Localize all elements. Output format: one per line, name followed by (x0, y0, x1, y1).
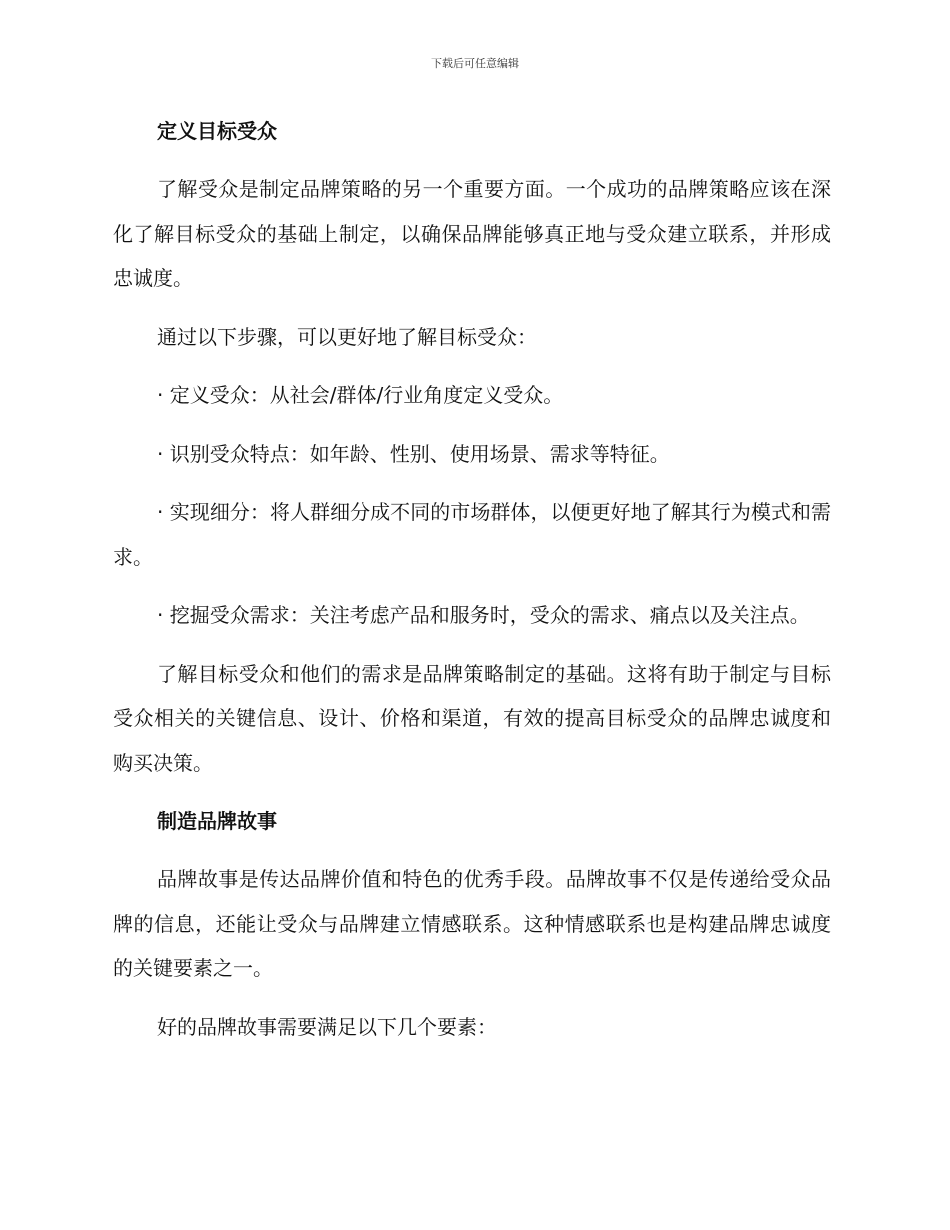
section-heading-brand-story: 制造品牌故事 (157, 809, 277, 833)
bullet-define-audience: · 定义受众：从社会/群体/行业角度定义受众。 (157, 383, 564, 407)
paragraph-brand-story-intro: 品牌故事是传达品牌价值和特色的优秀手段。品牌故事不仅是传递给受众品牌的信息，还能让受众与品牌建立情感联系。这种情感联系也是构建品牌忠诚度的关键要素之一。 (113, 867, 831, 980)
paragraph-audience-conclusion: 了解目标受众和他们的需求是品牌策略制定的基础。这将有助于制定与目标受众相关的关键信息、设计、价格和渠道，有效的提高目标受众的品牌忠诚度和购买决策。 (113, 661, 831, 775)
bullet-identify-traits: · 识别受众特点：如年龄、性别、使用场景、需求等特征。 (157, 441, 670, 466)
bullet-audience-needs: · 挖掘受众需求：关注考虑产品和服务时，受众的需求、痛点以及关注点。 (157, 603, 810, 627)
page-header: 下载后可任意编辑 (431, 57, 519, 70)
section-heading-define-audience: 定义目标受众 (157, 119, 277, 143)
paragraph-elements-lead: 好的品牌故事需要满足以下几个要素： (157, 1014, 497, 1039)
document-body (113, 109, 831, 1063)
paragraph-steps-lead: 通过以下步骤，可以更好地了解目标受众： (157, 324, 537, 349)
paragraph-audience-intro: 了解受众是制定品牌策略的另一个重要方面。一个成功的品牌策略应该在深化了解目标受众的基础上制定，以确保品牌能够真正地与受众建立联系，并形成忠诚度。 (113, 177, 831, 290)
bullet-segmentation: · 实现细分：将人群细分成不同的市场群体，以便更好地了解其行为模式和需求。 (113, 500, 831, 569)
